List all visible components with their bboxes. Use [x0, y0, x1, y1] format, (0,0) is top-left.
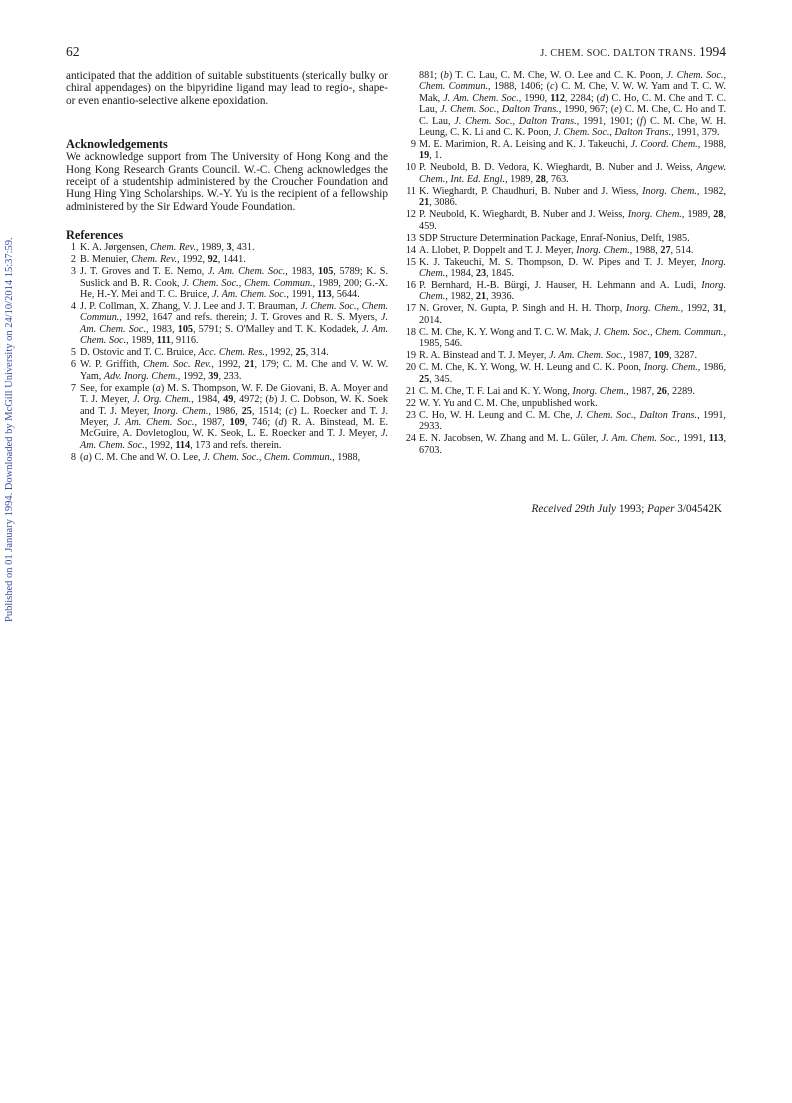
reference-text: , 2014. [419, 303, 727, 326]
reference-text: ) C. M. Che, V. W. W. Yam and T. C. W. Mak, [419, 81, 726, 104]
reference-journal: Acc. Chem. Res. [198, 347, 265, 359]
reference-text: , 1989, [126, 335, 157, 347]
reference-number: 23 [405, 409, 416, 421]
reference-text: , 173 and refs. therein. [190, 439, 282, 451]
reference-journal: Inorg. Chem. [419, 280, 726, 303]
reference-item [404, 303, 726, 326]
reference-text: ) L. Roecker and T. J. Meyer, [80, 405, 389, 428]
reference-journal: Inorg. Chem. [642, 185, 697, 197]
reference-text: , 1988, 1406; ( [487, 81, 550, 93]
reference-number: 2 [70, 254, 76, 266]
reference-text: , 1991, 1901; ( [576, 115, 641, 127]
references-heading: References [66, 228, 124, 243]
reference-item [404, 386, 726, 397]
acknowledgements-text: We acknowledge support from The University of Hong Kong and the Hong Kong Research Grants Council. W.-C. Cheng acknowledges the receipt of a studentship administered by the Croucher Foundation and Hung Hing Ying Scholarships. W.-Y. Yu is the recipient of a fellowship administered by the Sir Edward Youde Foundation. [66, 151, 388, 213]
reference-text: , 1845. [486, 268, 515, 280]
reference-volume: 21 [475, 291, 487, 303]
reference-journal: J. Chem. Soc., Chem. Commun. [419, 70, 727, 93]
reference-item [404, 327, 726, 350]
reference-journal: Chem. Rev. [131, 254, 178, 266]
reference-text: M. E. Marimion, R. A. Leising and K. J. Takeuchi, [419, 139, 631, 151]
reference-journal: Inorg. Chem. [643, 362, 698, 374]
reference-text: R. A. Binstead and T. J. Meyer, [419, 350, 549, 362]
received-label: Received [531, 503, 572, 515]
reference-text: , 9116. [170, 335, 199, 347]
paper-label: Paper [647, 503, 675, 515]
right-column [404, 70, 726, 457]
reference-journal: J. Am. Chem. Soc. [207, 266, 286, 278]
reference-volume: 21 [244, 359, 255, 371]
download-watermark: Published on 01 January 1994. Downloaded by McGill University on 24/10/2014 15:37:59. [4, 237, 15, 623]
reference-text: , 1441. [217, 254, 246, 266]
reference-text: K. J. Takeuchi, M. S. Thompson, D. W. Pipes and T. J. Meyer, [419, 256, 702, 268]
reference-text: , 1987, [626, 385, 657, 397]
reference-journal: J. Chem. Soc., Chem. Commun. [80, 301, 388, 324]
reference-item [404, 70, 726, 138]
reference-number: 1 [70, 242, 76, 254]
reference-text: K. Wieghardt, P. Chaudhuri, B. Nuber and J. Wiess, [419, 185, 643, 197]
reference-item [404, 257, 726, 280]
reference-text: , 1992, 1647 and refs. therein; J. T. Groves and R. S. Myers, [119, 312, 381, 324]
reference-text: W. P. Griffith, [80, 359, 144, 371]
left-column [66, 70, 388, 464]
reference-text: , 1983, [285, 266, 318, 278]
reference-journal: b [443, 70, 449, 81]
reference-item [404, 233, 726, 244]
reference-journal: Inorg. Chem. [627, 209, 682, 221]
reference-journal: Adv. Inorg. Chem. [103, 370, 178, 382]
reference-journal: a [155, 382, 161, 394]
reference-item [66, 452, 388, 463]
reference-number: 15 [405, 256, 416, 268]
reference-text: , 763. [545, 173, 569, 185]
reference-journal: Angew. Chem., Int. Ed. Engl. [419, 162, 726, 185]
reference-text: , 1984, [445, 268, 476, 280]
journal-name: J. CHEM. SOC. DALTON TRANS. [540, 48, 696, 59]
reference-text: , 1982, [696, 185, 726, 197]
reference-text: ) C. M. Che and W. O. Lee, [88, 451, 204, 463]
received-line [532, 503, 722, 515]
reference-text: , 1989, [505, 173, 536, 185]
reference-text: ) C. Ho, C. M. Che and T. C. Lau, [419, 92, 726, 116]
reference-item [66, 301, 388, 347]
reference-text: , 3287. [669, 350, 698, 362]
reference-item [66, 242, 388, 253]
reference-text: , 1992, [211, 359, 245, 371]
reference-item [404, 362, 726, 385]
reference-text: ) J. C. Dobson, W. K. Soek and T. J. Meyer, [80, 394, 388, 417]
reference-text: , 1989, 200; G.-X. He, H.-Y. Mei and T. C. Bruice, [80, 277, 388, 301]
reference-text: ) R. A. Binstead, M. E. McGuire, A. Dovletoglou, W. K. Seok, L. E. Roecker and T. J. Meyer, [80, 416, 388, 440]
running-header [540, 44, 726, 60]
reference-text: , 1991, 2933. [419, 409, 726, 433]
reference-volume: 3 [226, 242, 232, 254]
reference-volume: 114 [175, 439, 191, 451]
reference-text: , 3086. [429, 197, 458, 209]
reference-text: , 5791; S. O'Malley and T. K. Kodadek, [193, 323, 362, 335]
reference-journal: e [614, 104, 619, 116]
reference-journal: J. Chem. Soc., Dalton Trans. [576, 409, 698, 421]
reference-journal: Inorg. Chem. [153, 405, 209, 417]
reference-text: K. A. Jørgensen, [80, 242, 150, 254]
reference-text: , 1992, [680, 303, 714, 315]
reference-text: , 1984, [191, 394, 224, 406]
reference-volume: 113 [708, 433, 724, 445]
reference-number: 12 [405, 209, 416, 221]
reference-number: 18 [405, 326, 416, 338]
reference-text: , 1. [429, 150, 442, 162]
reference-number: 11 [406, 185, 416, 197]
reference-journal: J. Chem. Soc., Dalton Trans. [454, 115, 577, 127]
reference-text: , 1990, [518, 92, 551, 104]
reference-volume: 23 [475, 268, 487, 280]
reference-text: , 2289. [666, 385, 695, 397]
reference-text: B. Menuier, [80, 254, 132, 266]
reference-volume: 28 [535, 173, 546, 185]
reference-journal: c [288, 405, 294, 417]
reference-volume: 21 [419, 197, 430, 209]
reference-journal: J. Chem. Soc., Chem. Commun. [203, 451, 333, 463]
reference-text: P. Neubold, K. Wieghardt, B. Nuber and J. Weiss, [419, 209, 628, 221]
reference-volume: 105 [177, 323, 193, 335]
reference-text: , 179; C. M. Che and V. W. W. Yam, [80, 359, 388, 382]
reference-text: , 1991, [677, 433, 709, 445]
reference-text: , 459. [419, 209, 727, 232]
reference-item [404, 186, 726, 209]
reference-number: 16 [405, 280, 416, 292]
reference-text: J. P. Collman, X. Zhang, V. J. Lee and J. T. Brauman, [80, 301, 301, 313]
reference-text: , 233. [218, 370, 242, 382]
reference-text: , 5644. [331, 289, 360, 301]
reference-item [66, 266, 388, 300]
reference-text: , 345. [429, 373, 453, 385]
journal-year: 1994 [699, 44, 726, 59]
reference-text: , 1991, [286, 289, 317, 301]
reference-journal: Chem. Soc. Rev. [143, 359, 212, 371]
reference-number: 7 [70, 382, 76, 394]
reference-text: C. Ho, W. H. Leung and C. M. Che, [419, 409, 576, 421]
reference-text: , 1988, [697, 139, 726, 151]
reference-item [404, 139, 726, 162]
reference-text: , 431. [231, 242, 255, 254]
reference-journal: Chem. Rev. [150, 242, 196, 254]
reference-text: , 1514; ( [251, 405, 289, 417]
reference-item [404, 245, 726, 256]
reference-item [404, 433, 726, 456]
intro-paragraph: anticipated that the addition of suitable substituents (sterically bulky or chiral appendages) on the bipyridine ligand may lead to regio-, shape- or even enantio-selective alkene epoxidation. [66, 70, 388, 107]
reference-text: , 1992, [144, 439, 176, 451]
reference-journal: J. Chem. Soc., Chem. Commun. [182, 277, 313, 289]
reference-number: 14 [405, 244, 416, 256]
reference-journal: d [278, 416, 284, 428]
reference-item [404, 162, 726, 185]
reference-number: 21 [405, 385, 416, 397]
received-date: 29th July [574, 503, 617, 515]
reference-text: W. Y. Yu and C. M. Che, unpublished work. [419, 397, 598, 409]
reference-journal: J. Coord. Chem. [630, 139, 698, 151]
reference-item [404, 280, 726, 303]
reference-text: ( [80, 451, 84, 463]
reference-text: , 314. [305, 347, 329, 359]
reference-text: SDP Structure Determination Package, Enraf-Nonius, Delft, 1985. [419, 232, 690, 244]
reference-journal: Inorg. Chem. [625, 303, 681, 315]
reference-text: , 2284; ( [564, 92, 601, 104]
reference-item [66, 254, 388, 265]
page-number: 62 [66, 44, 80, 59]
reference-text: C. M. Che, T. F. Lai and K. Y. Wong, [419, 385, 573, 397]
reference-number: 4 [70, 301, 76, 313]
reference-journal: J. Am. Chem. Soc. [80, 428, 388, 451]
reference-journal: J. Chem. Soc., Dalton Trans. [553, 127, 672, 139]
reference-text: , 1990, 967; ( [558, 104, 615, 116]
reference-journal: J. Am. Chem. Soc. [443, 92, 519, 104]
reference-text: A. Llobet, P. Doppelt and T. J. Meyer, [419, 244, 577, 256]
reference-journal: J. Chem. Soc., Dalton Trans. [440, 104, 559, 116]
reference-item [404, 398, 726, 409]
reference-volume: 31 [713, 303, 724, 315]
reference-volume: 25 [295, 347, 306, 359]
reference-text: , 3936. [486, 291, 515, 303]
reference-text: , 1986, [697, 362, 727, 374]
reference-volume: 109 [653, 350, 670, 362]
reference-item [404, 350, 726, 361]
reference-text: C. M. Che, K. Y. Wong, W. H. Leung and C. K. Poon, [419, 362, 644, 374]
reference-volume: 19 [419, 150, 430, 162]
reference-text: , 1992, [177, 370, 209, 382]
reference-text: , 514. [670, 244, 694, 256]
reference-volume: 109 [229, 416, 245, 428]
reference-text: , 1986, [208, 405, 242, 417]
reference-text: , 1987, [623, 350, 654, 362]
reference-volume: 27 [660, 244, 671, 256]
reference-text: , 1989, [195, 242, 227, 254]
reference-volume: 105 [318, 266, 334, 278]
reference-text: , 1991, 379. [671, 127, 720, 139]
reference-volume: 26 [656, 385, 667, 397]
reference-text: , 1982, [445, 291, 476, 303]
reference-journal: J. Am. Chem. Soc. [548, 350, 624, 362]
reference-journal: Inorg. Chem. [419, 256, 726, 280]
reference-text: , 1992, [264, 347, 296, 359]
reference-text: N. Grover, N. Gupta, P. Singh and H. H. Thorp, [419, 303, 626, 315]
reference-number: 13 [405, 232, 416, 244]
reference-journal: b [268, 394, 274, 406]
reference-journal: f [640, 115, 643, 127]
reference-text: 881; ( [419, 70, 444, 81]
reference-number: 22 [405, 397, 416, 409]
reference-text: , 1988, [629, 244, 661, 256]
reference-volume: 112 [550, 92, 565, 104]
reference-journal: J. Am. Chem. Soc. [80, 312, 388, 335]
reference-text: , 4972; ( [233, 394, 269, 406]
reference-text: ) C. M. Che, W. H. Leung, C. K. Li and C. K. Poon, [419, 115, 726, 139]
reference-journal: J. Chem. Soc., Chem. Commun. [594, 326, 724, 338]
reference-text: , 1983, [145, 323, 178, 335]
reference-text: , 1987, [194, 416, 230, 428]
reference-text: J. T. Groves and T. E. Nemo, [80, 266, 208, 278]
reference-number: 6 [70, 359, 76, 371]
reference-number: 3 [70, 266, 76, 278]
reference-number: 9 [410, 139, 416, 151]
reference-journal: c [549, 81, 555, 93]
reference-text: See, for example ( [80, 382, 156, 394]
received-year: 1993; [618, 503, 645, 515]
reference-text: C. M. Che, K. Y. Wong and T. C. W. Mak, [419, 326, 595, 338]
reference-text: P. Neubold, B. D. Vedora, K. Wieghardt, B. Nuber and J. Weiss, [419, 162, 697, 174]
reference-journal: J. Org. Chem. [132, 394, 192, 406]
reference-text: , 5789; K. S. Suslick and B. R. Cook, [80, 266, 389, 289]
reference-volume: 49 [223, 394, 234, 406]
reference-journal: d [600, 92, 606, 104]
reference-journal: J. Am. Chem. Soc. [601, 433, 678, 445]
reference-journal: J. Am. Chem. Soc. [212, 289, 287, 301]
reference-list-right [404, 70, 726, 456]
reference-volume: 113 [316, 289, 332, 301]
reference-journal: a [83, 451, 89, 463]
reference-journal: J. Am. Chem. Soc. [113, 416, 195, 428]
reference-number: 19 [405, 350, 416, 362]
reference-number: 5 [70, 347, 76, 359]
paper-number: 3/04542K [677, 503, 722, 515]
reference-text: , 1992, [177, 254, 208, 266]
reference-volume: 25 [241, 405, 252, 417]
reference-text: E. N. Jacobsen, W. Zhang and M. L. Güler, [419, 433, 602, 445]
reference-text: , 746; ( [244, 416, 279, 428]
reference-item [66, 359, 388, 382]
reference-text: , 1988, [332, 451, 361, 463]
reference-text: ) M. S. Thompson, W. F. De Giovani, B. A. Moyer and T. J. Meyer, [80, 382, 388, 406]
reference-text: ) T. C. Lau, C. M. Che, W. O. Lee and C. K. Poon, [448, 70, 667, 81]
reference-journal: Inorg. Chem. [572, 385, 627, 397]
reference-item [404, 410, 726, 433]
reference-text: D. Ostovic and T. C. Bruice, [80, 347, 199, 359]
reference-text: ) C. M. Che, C. Ho and T. C. Lau, [419, 104, 726, 127]
reference-number: 20 [405, 362, 416, 374]
reference-text: P. Bernhard, H.-B. Bürgi, J. Hauser, H. Lehmann and A. Ludi, [419, 280, 702, 292]
reference-journal: Inorg. Chem. [576, 244, 630, 256]
reference-text: , 1989, [681, 209, 714, 221]
reference-volume: 25 [419, 373, 430, 385]
reference-number: 10 [405, 162, 416, 174]
reference-volume: 28 [713, 209, 724, 221]
acknowledgements-heading: Acknowledgements [66, 137, 168, 152]
reference-journal: J. Am. Chem. Soc. [80, 323, 389, 347]
reference-number: 24 [405, 433, 416, 445]
reference-text: , 6703. [419, 433, 726, 456]
reference-volume: 39 [208, 370, 219, 382]
reference-volume: 92 [207, 254, 218, 266]
reference-item [404, 209, 726, 232]
reference-list-left [66, 242, 388, 463]
reference-number: 8 [70, 451, 76, 463]
reference-text: , 1985, 546. [419, 326, 726, 350]
reference-volume: 111 [156, 335, 171, 347]
reference-item [66, 347, 388, 358]
reference-item [66, 383, 388, 451]
reference-number: 17 [405, 303, 416, 315]
